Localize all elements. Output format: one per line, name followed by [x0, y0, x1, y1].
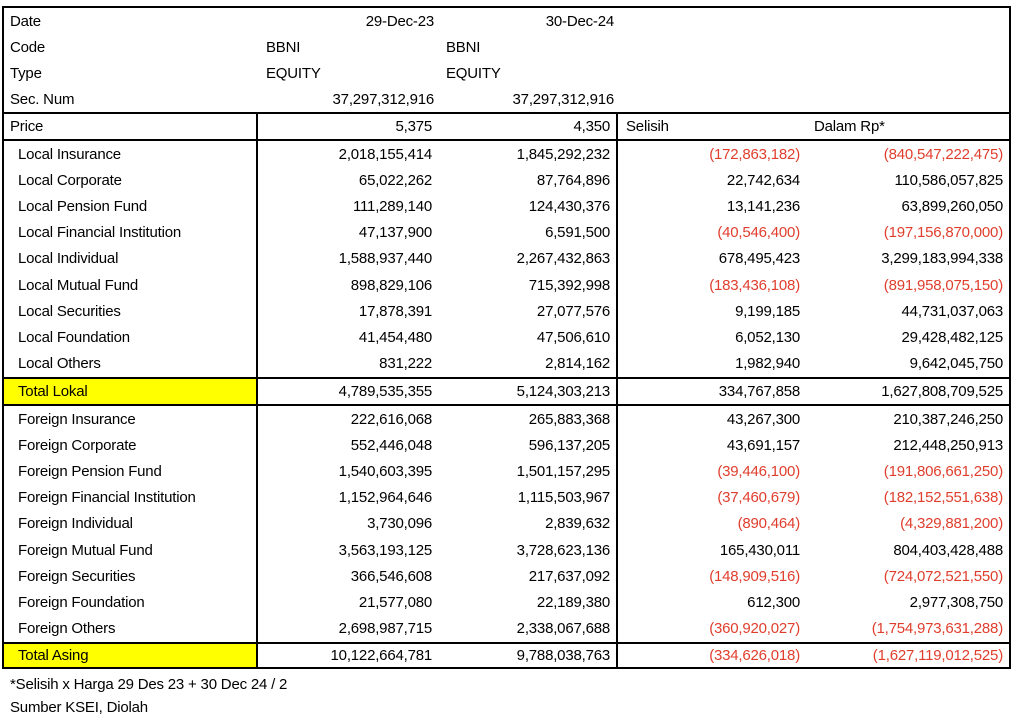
table-row — [4, 220, 1009, 246]
value-selisih: 6,052,130 — [735, 329, 800, 347]
table-row — [4, 563, 1009, 589]
type-label: Type — [10, 64, 42, 82]
total-asing-selisih: (334,626,018) — [709, 647, 800, 664]
table-row — [4, 406, 1009, 432]
value-selisih: 1,982,940 — [735, 355, 800, 373]
row-label: Local Others — [4, 351, 258, 377]
value-dalam-rp: (182,152,551,638) — [883, 489, 1003, 507]
value-selisih: (890,464) — [737, 515, 800, 533]
dalam-rp-column-header: Dalam Rp* — [814, 118, 885, 135]
value-selisih: 165,430,011 — [719, 541, 800, 559]
value-30dec24: 715,392,998 — [438, 272, 618, 298]
value-30dec24: 27,077,576 — [438, 298, 618, 324]
local-section — [4, 141, 1009, 377]
row-label: Local Foundation — [4, 325, 258, 351]
row-label: Local Insurance — [4, 141, 258, 167]
value-29dec23: 2,698,987,715 — [338, 620, 432, 638]
value-selisih: 22,742,634 — [726, 171, 800, 189]
row-label: Foreign Corporate — [4, 432, 258, 458]
total-asing-row — [4, 642, 1009, 667]
table-row — [4, 325, 1009, 351]
value-dalam-rp: (4,329,881,200) — [900, 515, 1003, 533]
row-label: Foreign Securities — [4, 563, 258, 589]
price-value-2: 4,350 — [438, 114, 618, 139]
secnum-value-1: 37,297,312,916 — [332, 90, 434, 108]
value-29dec23: 47,137,900 — [358, 224, 432, 242]
value-30dec24: 2,814,162 — [438, 351, 618, 377]
value-30dec24: 2,338,067,688 — [438, 616, 618, 642]
table-row — [4, 298, 1009, 324]
value-30dec24: 1,115,503,967 — [438, 485, 618, 511]
date-label: Date — [10, 12, 41, 30]
total-asing-29dec23: 10,122,664,781 — [330, 647, 432, 664]
value-29dec23: 21,577,080 — [358, 594, 432, 612]
value-30dec24: 3,728,623,136 — [438, 537, 618, 563]
code-value-1: BBNI — [266, 38, 301, 56]
value-30dec24: 47,506,610 — [438, 325, 618, 351]
footnote-selisih-formula: *Selisih x Harga 29 Des 23 + 30 Dec 24 / 2 — [10, 676, 288, 693]
table-row — [4, 432, 1009, 458]
code-value-2: BBNI — [446, 38, 481, 56]
ownership-table — [2, 6, 1011, 669]
value-selisih: 43,691,157 — [726, 436, 800, 454]
value-selisih: (360,920,027) — [709, 620, 800, 638]
code-label: Code — [10, 38, 46, 56]
value-selisih: 13,141,236 — [726, 198, 800, 216]
row-label: Local Securities — [4, 298, 258, 324]
footnotes — [2, 673, 287, 719]
value-29dec23: 41,454,480 — [358, 329, 432, 347]
value-selisih: (39,446,100) — [717, 463, 800, 481]
value-dalam-rp: (191,806,661,250) — [883, 463, 1003, 481]
footnote-source: Sumber KSEI, Diolah — [10, 699, 148, 716]
value-selisih: (172,863,182) — [709, 145, 800, 163]
value-29dec23: 366,546,608 — [350, 567, 432, 585]
row-label: Local Individual — [4, 246, 258, 272]
table-row — [4, 485, 1009, 511]
total-asing-30dec24: 9,788,038,763 — [438, 644, 618, 667]
value-dalam-rp: 210,387,246,250 — [893, 410, 1003, 428]
type-value-1: EQUITY — [266, 64, 321, 82]
code-row — [4, 34, 1009, 60]
table-row — [4, 616, 1009, 642]
row-label: Local Pension Fund — [4, 193, 258, 219]
date-row — [4, 8, 1009, 34]
value-dalam-rp: 212,448,250,913 — [893, 436, 1003, 454]
row-label: Foreign Pension Fund — [4, 458, 258, 484]
table-row — [4, 193, 1009, 219]
table-row — [4, 537, 1009, 563]
table-row — [4, 141, 1009, 167]
value-29dec23: 3,563,193,125 — [338, 541, 432, 559]
value-30dec24: 217,637,092 — [438, 563, 618, 589]
value-30dec24: 2,839,632 — [438, 511, 618, 537]
total-asing-label: Total Asing — [4, 644, 258, 667]
value-29dec23: 2,018,155,414 — [338, 145, 432, 163]
value-30dec24: 265,883,368 — [438, 406, 618, 432]
value-29dec23: 3,730,096 — [367, 515, 432, 533]
price-value-1: 5,375 — [395, 118, 432, 135]
value-29dec23: 111,289,140 — [353, 198, 432, 216]
total-lokal-row — [4, 377, 1009, 406]
total-asing-dalam-rp: (1,627,119,012,525) — [872, 647, 1003, 664]
value-29dec23: 17,878,391 — [358, 302, 432, 320]
row-label: Foreign Others — [4, 616, 258, 642]
value-30dec24: 6,591,500 — [438, 220, 618, 246]
total-lokal-30dec24: 5,124,303,213 — [438, 379, 618, 404]
row-label: Foreign Mutual Fund — [4, 537, 258, 563]
type-value-2: EQUITY — [446, 64, 501, 82]
secnum-label: Sec. Num — [10, 90, 75, 108]
row-label: Local Mutual Fund — [4, 272, 258, 298]
table-row — [4, 272, 1009, 298]
table-row — [4, 246, 1009, 272]
secnum-row — [4, 86, 1009, 112]
value-dalam-rp: 9,642,045,750 — [909, 355, 1003, 373]
value-dalam-rp: (840,547,222,475) — [883, 145, 1003, 163]
value-dalam-rp: 44,731,037,063 — [901, 302, 1003, 320]
date-value-1: 29-Dec-23 — [365, 12, 434, 30]
table-row — [4, 511, 1009, 537]
total-lokal-dalam-rp: 1,627,808,709,525 — [881, 383, 1003, 400]
value-dalam-rp: (724,072,521,550) — [883, 567, 1003, 585]
row-label: Foreign Financial Institution — [4, 485, 258, 511]
foreign-section — [4, 406, 1009, 642]
total-lokal-selisih: 334,767,858 — [718, 383, 800, 400]
value-selisih: (183,436,108) — [709, 276, 800, 294]
value-30dec24: 596,137,205 — [438, 432, 618, 458]
table-row — [4, 458, 1009, 484]
row-label: Local Corporate — [4, 167, 258, 193]
value-dalam-rp: 110,586,057,825 — [894, 171, 1003, 189]
value-30dec24: 1,845,292,232 — [438, 141, 618, 167]
info-block — [4, 8, 1009, 114]
value-selisih: 43,267,300 — [726, 410, 800, 428]
row-label: Foreign Insurance — [4, 406, 258, 432]
value-dalam-rp: 63,899,260,050 — [901, 198, 1003, 216]
selisih-column-header: Selisih — [626, 118, 669, 135]
price-row — [4, 114, 1009, 141]
value-29dec23: 898,829,106 — [350, 276, 432, 294]
value-selisih: 678,495,423 — [718, 250, 800, 268]
value-29dec23: 552,446,048 — [350, 436, 432, 454]
value-dalam-rp: 3,299,183,994,338 — [881, 250, 1003, 268]
value-dalam-rp: (1,754,973,631,288) — [871, 620, 1003, 638]
date-value-2: 30-Dec-24 — [545, 12, 614, 30]
secnum-value-2: 37,297,312,916 — [512, 90, 614, 108]
value-selisih: (148,909,516) — [709, 567, 800, 585]
value-30dec24: 2,267,432,863 — [438, 246, 618, 272]
row-label: Foreign Individual — [4, 511, 258, 537]
value-30dec24: 22,189,380 — [438, 590, 618, 616]
value-selisih: 612,300 — [747, 594, 800, 612]
value-dalam-rp: 804,403,428,488 — [893, 541, 1003, 559]
type-row — [4, 60, 1009, 86]
value-29dec23: 1,540,603,395 — [338, 463, 432, 481]
table-row — [4, 351, 1009, 377]
total-lokal-29dec23: 4,789,535,355 — [338, 383, 432, 400]
value-30dec24: 1,501,157,295 — [438, 458, 618, 484]
value-30dec24: 87,764,896 — [438, 167, 618, 193]
value-29dec23: 65,022,262 — [358, 171, 432, 189]
value-dalam-rp: 2,977,308,750 — [909, 594, 1003, 612]
value-selisih: 9,199,185 — [735, 302, 800, 320]
row-label: Foreign Foundation — [4, 590, 258, 616]
table-row — [4, 167, 1009, 193]
value-30dec24: 124,430,376 — [438, 193, 618, 219]
value-dalam-rp: (891,958,075,150) — [883, 276, 1003, 294]
value-29dec23: 222,616,068 — [350, 410, 432, 428]
value-dalam-rp: (197,156,870,000) — [883, 224, 1003, 242]
price-label: Price — [4, 114, 258, 139]
row-label: Local Financial Institution — [4, 220, 258, 246]
total-lokal-label: Total Lokal — [4, 379, 258, 404]
value-selisih: (37,460,679) — [717, 489, 800, 507]
value-dalam-rp: 29,428,482,125 — [901, 329, 1003, 347]
value-selisih: (40,546,400) — [717, 224, 800, 242]
value-29dec23: 1,588,937,440 — [338, 250, 432, 268]
value-29dec23: 831,222 — [379, 355, 432, 373]
table-row — [4, 590, 1009, 616]
value-29dec23: 1,152,964,646 — [338, 489, 432, 507]
